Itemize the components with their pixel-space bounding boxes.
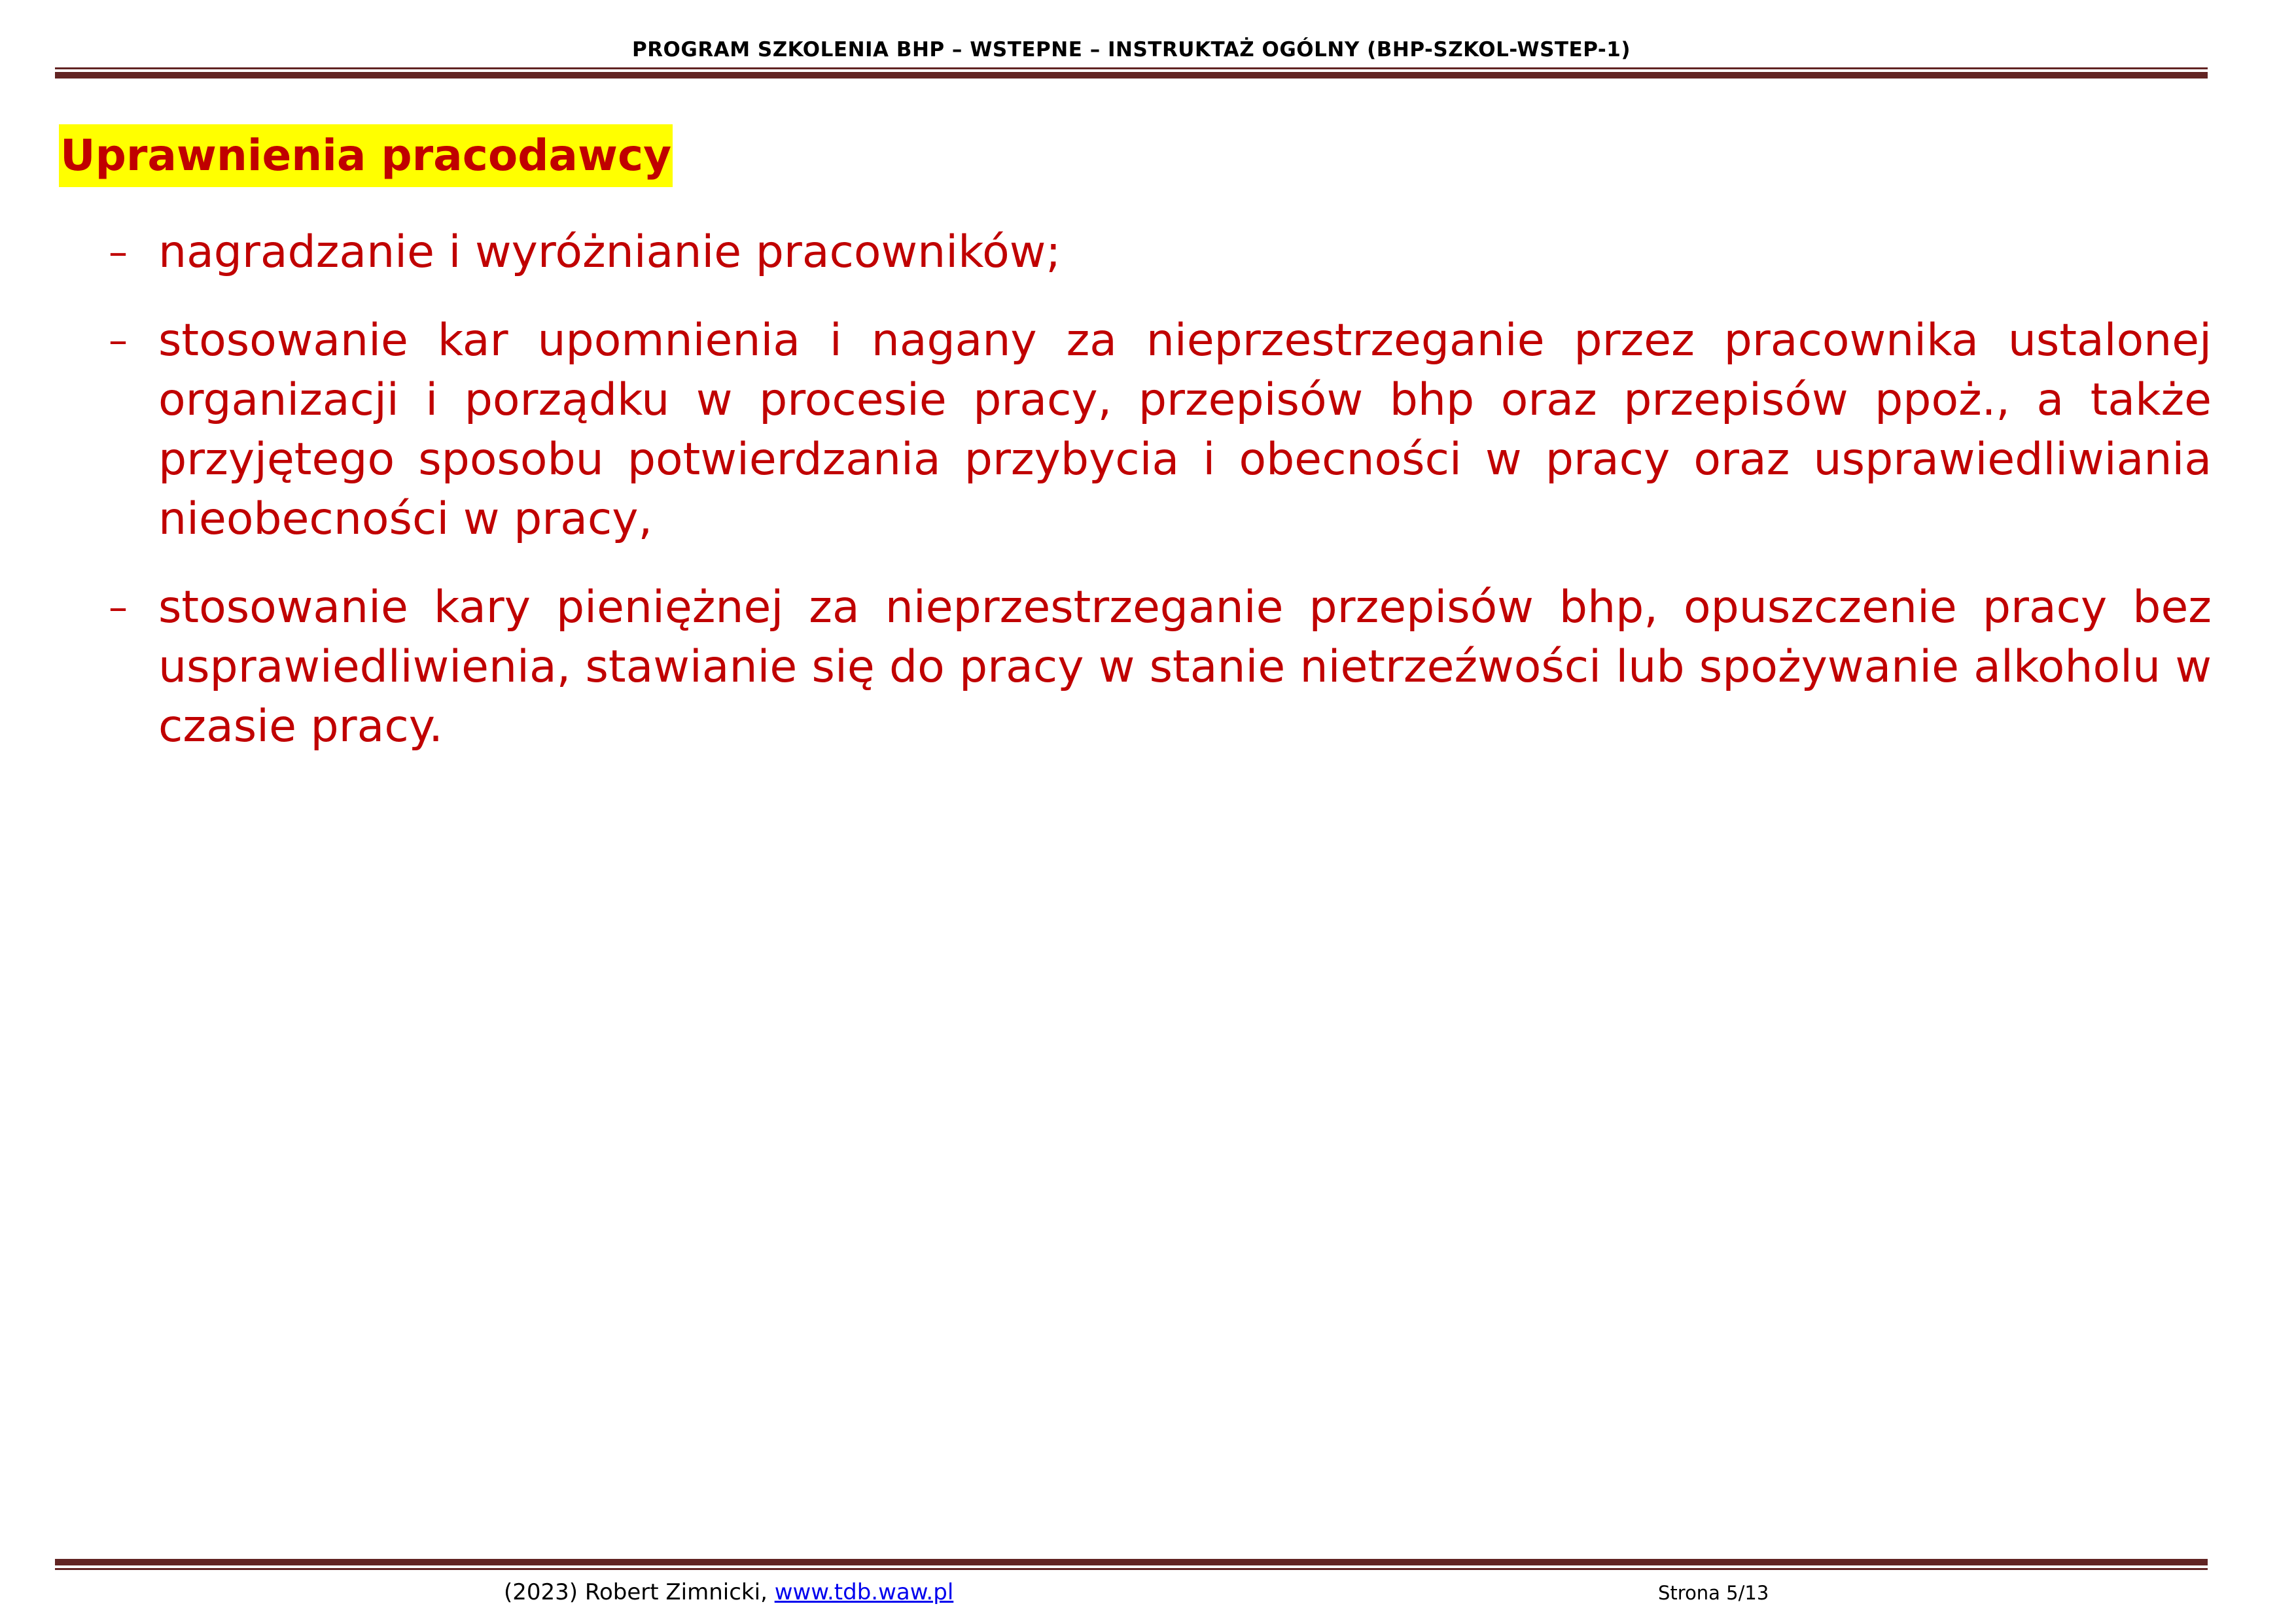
header-rule-thin <box>55 67 2208 69</box>
footer-copyright-text: (2023) Robert Zimnicki, <box>504 1579 775 1605</box>
header-rule-thick <box>55 72 2208 79</box>
header-title: PROGRAM SZKOLENIA BHP – WSTEPNE – INSTRUKTAŻ OGÓLNY (BHP-SZKOL-WSTEP-1) <box>631 38 1631 61</box>
list-item <box>59 311 2212 549</box>
dash-bullet-icon: – <box>109 318 128 362</box>
dash-bullet-icon: – <box>109 585 128 629</box>
list-item <box>59 222 2212 282</box>
list-item <box>59 578 2212 756</box>
dash-bullet-icon: – <box>109 230 128 274</box>
footer-rule-thick <box>55 1559 2208 1565</box>
list-item-text: stosowanie kar upomnienia i nagany za nieprzestrzeganie przez pracownika ustalonej organizacji i porządku w procesie pracy, przepisów bhp oraz przepisów ppoż., a także przyjętego sposobu potwierdzania przybycia i obecności w pracy oraz usprawiedliwiania nieobecności w pracy, <box>158 315 2212 545</box>
list-item-text: nagradzanie i wyróżnianie pracowników; <box>158 226 1061 278</box>
footer-rule-thin <box>55 1568 2208 1570</box>
footer-copyright <box>504 1579 953 1605</box>
rights-list <box>59 222 2212 785</box>
list-item-text: stosowanie kary pieniężnej za nieprzestrzeganie przepisów bhp, opuszczenie pracy bez usprawiedliwienia, stawianie się do pracy w stanie nietrzeźwości lub spożywanie alkoholu w czasie pracy. <box>158 582 2212 752</box>
page-number: Strona 5/13 <box>1658 1582 1769 1604</box>
footer-website-link[interactable]: www.tdb.waw.pl <box>774 1579 954 1605</box>
section-heading: Uprawnienia pracodawcy <box>59 124 673 187</box>
